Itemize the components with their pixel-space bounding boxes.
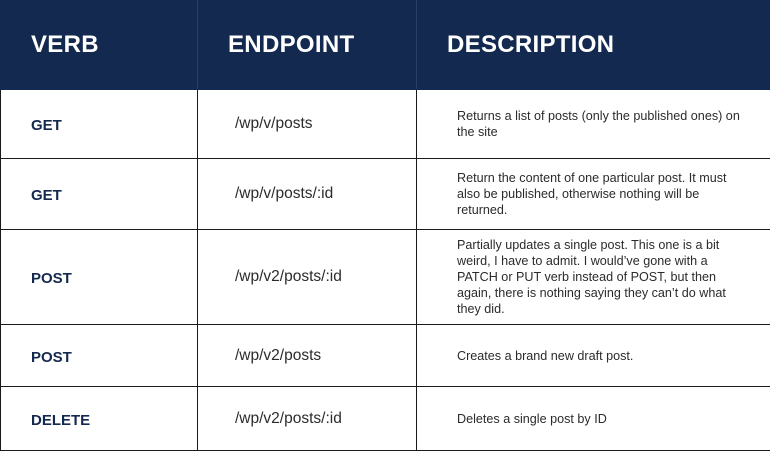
endpoint-cell: /wp/v2/posts/:id [198,387,417,451]
description-cell: Deletes a single post by ID [417,387,770,451]
description-cell: Partially updates a single post. This one is a bit weird, I have to admit. I would’ve gone with a PATCH or PUT verb instead of POST, but then again, there is nothing saying they can’t do what they did. [417,230,770,325]
header-description: DESCRIPTION [417,1,770,90]
endpoint-cell: /wp/v/posts/:id [198,159,417,230]
table-row [1,90,770,159]
table-row [1,387,770,451]
verb-cell: GET [1,90,198,159]
endpoint-cell: /wp/v/posts [198,90,417,159]
verb-cell: GET [1,159,198,230]
description-cell: Return the content of one particular post. It must also be published, otherwise nothing will be returned. [417,159,770,230]
verb-cell: POST [1,325,198,387]
description-cell: Returns a list of posts (only the published ones) on the site [417,90,770,159]
table-row [1,325,770,387]
endpoint-cell: /wp/v2/posts [198,325,417,387]
header-verb: VERB [1,1,198,90]
verb-cell: DELETE [1,387,198,451]
description-cell: Creates a brand new draft post. [417,325,770,387]
verb-cell: POST [1,230,198,325]
header-endpoint: ENDPOINT [198,1,417,90]
table-row [1,159,770,230]
table-row [1,230,770,325]
endpoint-cell: /wp/v2/posts/:id [198,230,417,325]
table-body [1,90,770,451]
table-header [1,1,770,90]
header-row [1,1,770,90]
